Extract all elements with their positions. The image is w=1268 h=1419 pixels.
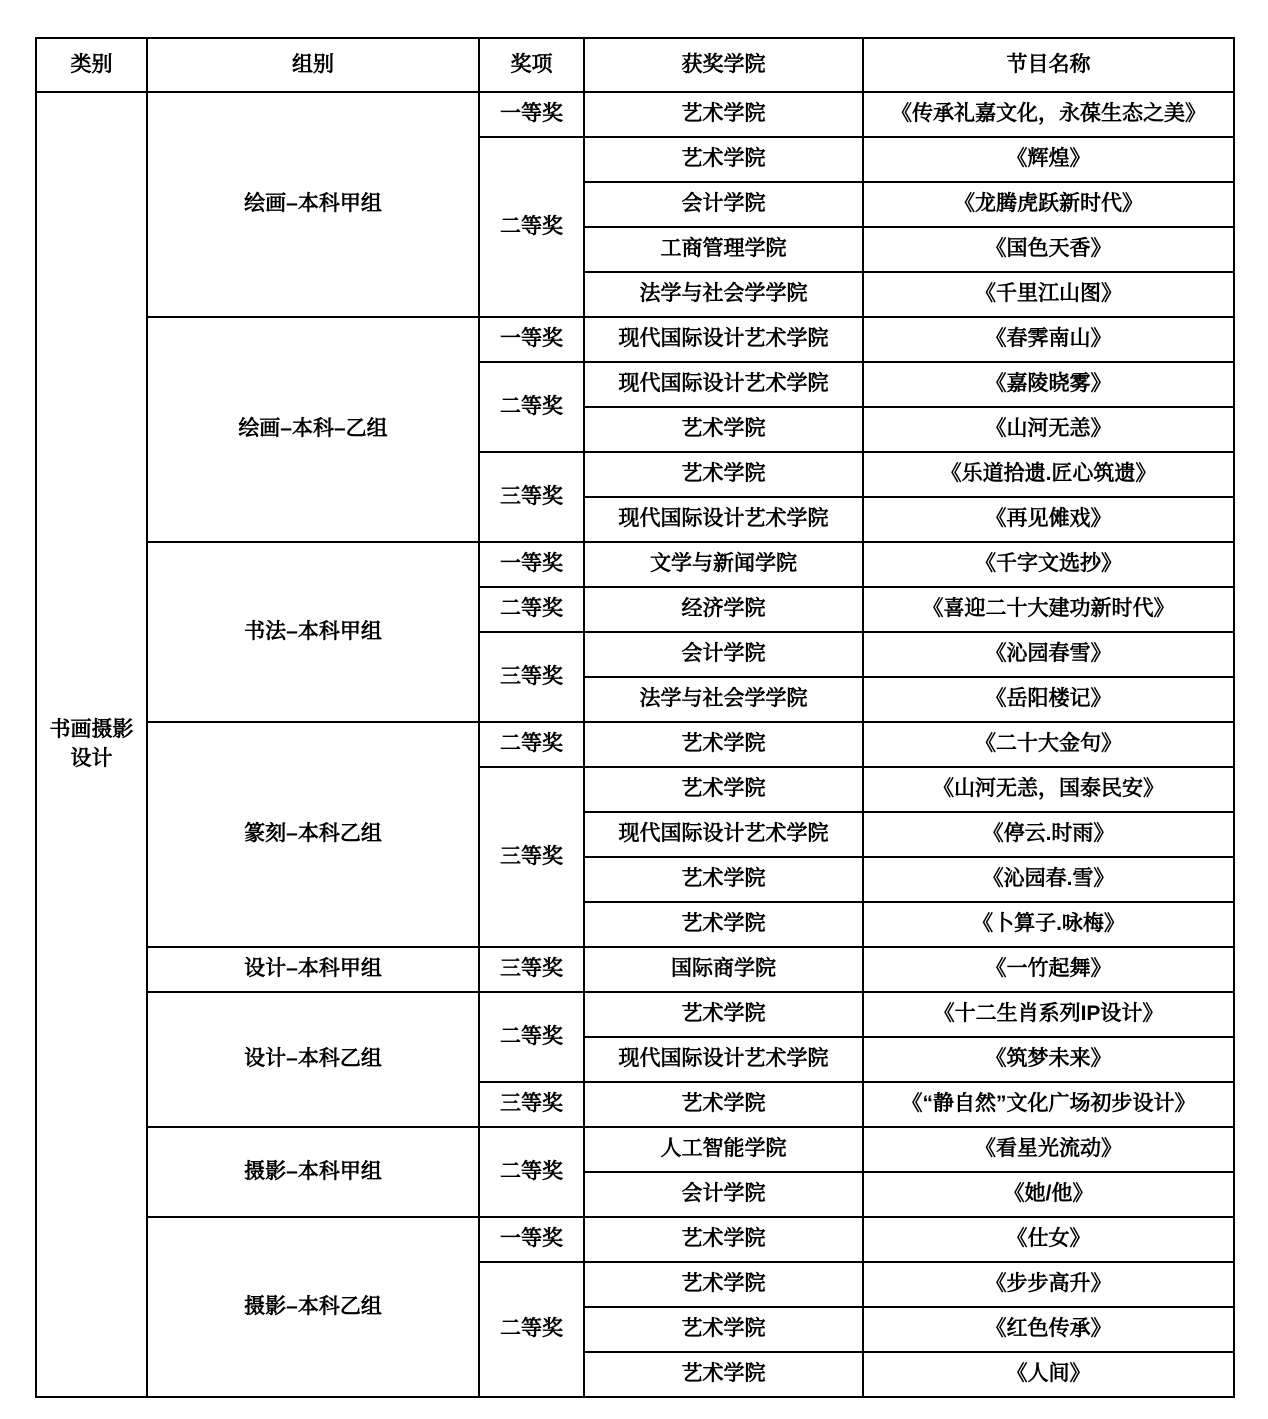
award-cell: 二等奖 xyxy=(479,137,584,317)
college-cell: 艺术学院 xyxy=(584,1082,863,1127)
college-cell: 会计学院 xyxy=(584,1172,863,1217)
college-cell: 现代国际设计艺术学院 xyxy=(584,812,863,857)
category-text-line: 设计 xyxy=(70,746,113,770)
group-cell: 绘画–本科–乙组 xyxy=(147,317,479,542)
award-cell: 二等奖 xyxy=(479,722,584,767)
college-cell: 艺术学院 xyxy=(584,992,863,1037)
work-cell: 《千里江山图》 xyxy=(863,272,1234,317)
award-cell: 一等奖 xyxy=(479,92,584,137)
college-cell: 艺术学院 xyxy=(584,137,863,182)
work-cell: 《仕女》 xyxy=(863,1217,1234,1262)
table-header xyxy=(36,38,1234,92)
table-row xyxy=(36,542,1234,587)
award-cell: 二等奖 xyxy=(479,362,584,452)
college-cell: 文学与新闻学院 xyxy=(584,542,863,587)
work-cell: 《龙腾虎跃新时代》 xyxy=(863,182,1234,227)
table-row xyxy=(36,1127,1234,1172)
college-cell: 艺术学院 xyxy=(584,407,863,452)
work-cell: 《沁园春.雪》 xyxy=(863,857,1234,902)
work-cell: 《山河无恙》 xyxy=(863,407,1234,452)
work-cell: 《停云.时雨》 xyxy=(863,812,1234,857)
college-cell: 艺术学院 xyxy=(584,1352,863,1397)
college-cell: 艺术学院 xyxy=(584,452,863,497)
group-cell: 设计–本科乙组 xyxy=(147,992,479,1127)
work-cell: 《筑梦未来》 xyxy=(863,1037,1234,1082)
college-cell: 艺术学院 xyxy=(584,1262,863,1307)
college-cell: 现代国际设计艺术学院 xyxy=(584,1037,863,1082)
work-cell: 《乐道拾遗.匠心筑遗》 xyxy=(863,452,1234,497)
work-cell: 《红色传承》 xyxy=(863,1307,1234,1352)
college-cell: 现代国际设计艺术学院 xyxy=(584,362,863,407)
award-cell: 二等奖 xyxy=(479,1262,584,1397)
header-row xyxy=(36,38,1234,92)
college-cell: 艺术学院 xyxy=(584,722,863,767)
college-cell: 艺术学院 xyxy=(584,1307,863,1352)
work-cell: 《一竹起舞》 xyxy=(863,947,1234,992)
college-cell: 艺术学院 xyxy=(584,857,863,902)
work-cell: 《她/他》 xyxy=(863,1172,1234,1217)
award-cell: 三等奖 xyxy=(479,947,584,992)
header-group: 组别 xyxy=(147,38,479,92)
header-work: 节目名称 xyxy=(863,38,1234,92)
award-cell: 二等奖 xyxy=(479,587,584,632)
header-award: 奖项 xyxy=(479,38,584,92)
college-cell: 经济学院 xyxy=(584,587,863,632)
college-cell: 法学与社会学学院 xyxy=(584,272,863,317)
work-cell: 《千字文选抄》 xyxy=(863,542,1234,587)
group-cell: 书法–本科甲组 xyxy=(147,542,479,722)
work-cell: 《人间》 xyxy=(863,1352,1234,1397)
award-cell: 一等奖 xyxy=(479,542,584,587)
table-row xyxy=(36,317,1234,362)
award-cell: 二等奖 xyxy=(479,992,584,1082)
work-cell: 《二十大金句》 xyxy=(863,722,1234,767)
table-row xyxy=(36,992,1234,1037)
award-cell: 三等奖 xyxy=(479,632,584,722)
work-cell: 《步步高升》 xyxy=(863,1262,1234,1307)
work-cell: 《看星光流动》 xyxy=(863,1127,1234,1172)
college-cell: 艺术学院 xyxy=(584,902,863,947)
work-cell: 《沁园春雪》 xyxy=(863,632,1234,677)
college-cell: 工商管理学院 xyxy=(584,227,863,272)
group-cell: 绘画–本科甲组 xyxy=(147,92,479,317)
category-text-line: 书画摄影 xyxy=(49,718,134,742)
group-cell: 摄影–本科甲组 xyxy=(147,1127,479,1217)
work-cell: 《十二生肖系列IP设计》 xyxy=(863,992,1234,1037)
header-college: 获奖学院 xyxy=(584,38,863,92)
work-cell: 《国色天香》 xyxy=(863,227,1234,272)
group-cell: 摄影–本科乙组 xyxy=(147,1217,479,1397)
work-cell: 《卜算子.咏梅》 xyxy=(863,902,1234,947)
work-cell: 《喜迎二十大建功新时代》 xyxy=(863,587,1234,632)
work-cell: 《岳阳楼记》 xyxy=(863,677,1234,722)
table-row xyxy=(36,92,1234,137)
table-body xyxy=(36,92,1234,1397)
college-cell: 人工智能学院 xyxy=(584,1127,863,1172)
awards-table xyxy=(35,37,1235,1398)
college-cell: 会计学院 xyxy=(584,632,863,677)
college-cell: 现代国际设计艺术学院 xyxy=(584,317,863,362)
table-row xyxy=(36,947,1234,992)
header-category: 类别 xyxy=(36,38,147,92)
award-cell: 三等奖 xyxy=(479,1082,584,1127)
work-cell: 《嘉陵晓雾》 xyxy=(863,362,1234,407)
work-cell: 《“静自然”文化广场初步设计》 xyxy=(863,1082,1234,1127)
table-row xyxy=(36,722,1234,767)
college-cell: 艺术学院 xyxy=(584,767,863,812)
award-cell: 三等奖 xyxy=(479,767,584,947)
award-cell: 三等奖 xyxy=(479,452,584,542)
award-cell: 一等奖 xyxy=(479,317,584,362)
table-row xyxy=(36,1217,1234,1262)
category-cell xyxy=(36,92,147,1397)
college-cell: 现代国际设计艺术学院 xyxy=(584,497,863,542)
group-cell: 设计–本科甲组 xyxy=(147,947,479,992)
college-cell: 艺术学院 xyxy=(584,1217,863,1262)
work-cell: 《春霁南山》 xyxy=(863,317,1234,362)
group-cell: 篆刻–本科乙组 xyxy=(147,722,479,947)
work-cell: 《再见傩戏》 xyxy=(863,497,1234,542)
work-cell: 《山河无恙，国泰民安》 xyxy=(863,767,1234,812)
award-cell: 二等奖 xyxy=(479,1127,584,1217)
work-cell: 《辉煌》 xyxy=(863,137,1234,182)
college-cell: 法学与社会学学院 xyxy=(584,677,863,722)
college-cell: 会计学院 xyxy=(584,182,863,227)
award-cell: 一等奖 xyxy=(479,1217,584,1262)
college-cell: 艺术学院 xyxy=(584,92,863,137)
college-cell: 国际商学院 xyxy=(584,947,863,992)
work-cell: 《传承礼嘉文化，永葆生态之美》 xyxy=(863,92,1234,137)
